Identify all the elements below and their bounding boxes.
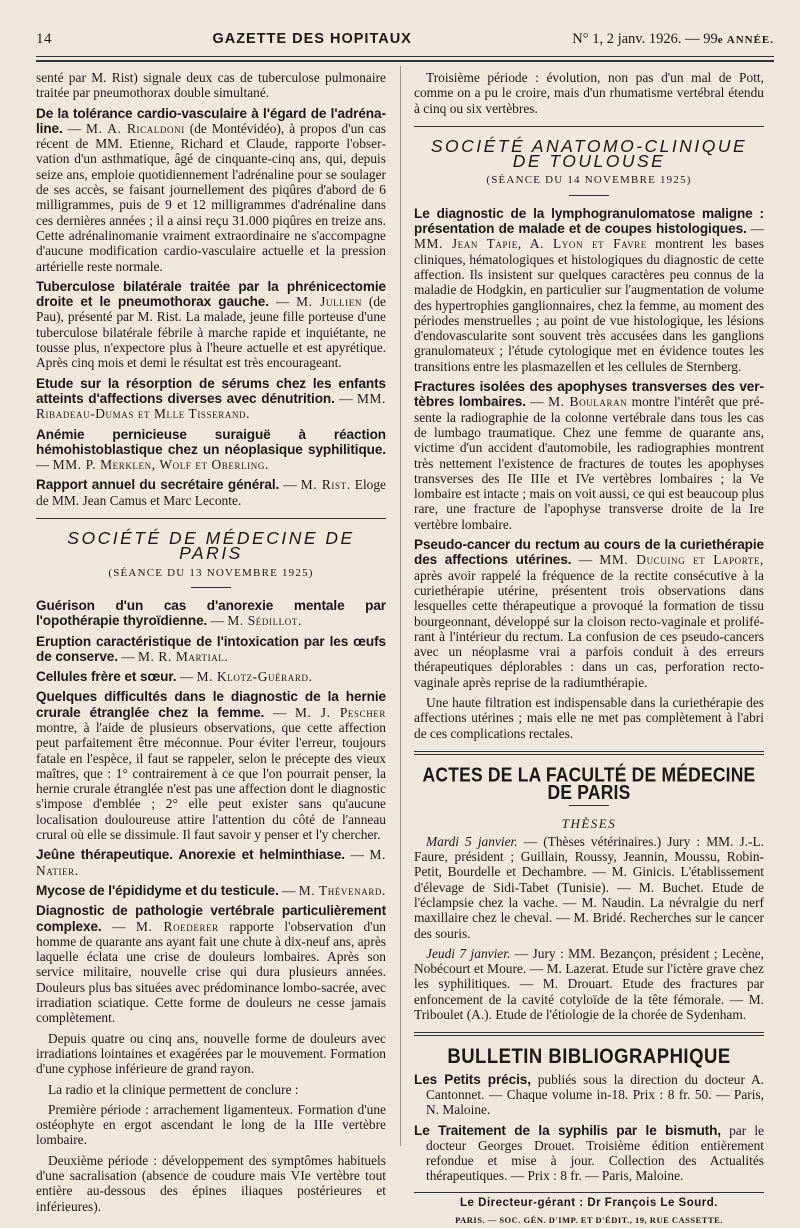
article-title: Quelques difficultés dans le diagnostic de la hernie crurale étranglée chez la femme. (36, 689, 386, 720)
article: Jeûne thérapeutique. Anorexie et helminthiase. — M. Natier. (36, 847, 386, 878)
article-body: montre, à l'aide de plusieurs observations, que cette affection peut parfaitement être méconnue. Pour éviter l'erreur, toujours fatale en l'espèce, il faut se rappeler, selon le précepte des vieux maîtres, que : 1° contrairement à ce que l'on pourrait penser, la hernie crurale étranglée n'est pas une affection dont le diagnostic s'impose d'emblée ; 2° elle peut exister sans qu'aucune localisation douloureuse attire l'attention du côté de l'anneau crural où elle se dissimule. Il faut savoir y penser et l'y chercher. (36, 719, 386, 843)
header-rule-thick (36, 60, 774, 62)
article-title: Etude sur la résorption de sérums chez les enfants atteints d'affections diverses avec dénutrition. (36, 375, 386, 406)
session-date: (SÉANCE DU 13 NOVEMBRE 1925) (108, 566, 314, 579)
journal-title: GAZETTE DES HOPITAUX (212, 31, 412, 47)
thesis-entry (414, 946, 764, 1022)
article: Etude sur la résorption de sérums chez les enfants atteints d'affections diverses avec dénutrition. — MM. Ribadeau-Dumas et Mlle Tisserand. (36, 375, 386, 422)
article: Guérison d'un cas d'anorexie mentale par l'opothérapie thyroïdienne. — M. Sédillot. (36, 597, 386, 629)
article-author: MM. P. Merklen, Wolf et Oberling. (52, 457, 269, 473)
article: Le diagnostic de la lymphogranulomatose maligne : présentation de malade et de coupes histologiques. — MM. Jean Tapie, A. Lyon et Favre montrent les bases cliniques, hématologiques et histologiques du diagnostic de cette affection. Ils insistent sur quelques caractères peu connus de la maladie de Hodgkin, en particulier sur l'augmentation de volume des hypertrophies ganglionnaires, chez la femme, au moment des périodes menstruelles ; au point de vue histologique, les lésions d'endovascularite sont souvent très accusées dans les ganglions granulomateux ; l'étude cytologique met en évidence toutes les transitions entre les plasmazellen et les cellules de Sternberg. (414, 205, 764, 374)
theses-heading: THÈSES (561, 816, 617, 832)
article-title: Anémie pernicieuse suraiguë à réaction hémohistoblastique chez un néoplasique syphilitique. (36, 426, 386, 457)
article-title: Tuberculose bilatérale traitée par la phrénicectomie droite et le pneumothorax gauche. (36, 278, 386, 310)
paragraph: Troisième période : évolution, non pas d'un mal de Pott, comme on a pu le croire, mais d'un rhumatisme vertébral étendu à cinq ou six vertèbres. (414, 70, 764, 116)
page-header (36, 26, 774, 52)
column-separator (400, 66, 401, 1146)
article-author: M. Klotz-Guérard. (196, 669, 313, 685)
faculty-heading: ACTES DE LA FACULTÉ DE MÉDECINE DE PARIS (422, 763, 756, 804)
article: Pseudo-cancer du rectum au cours de la curiethérapie des affections utérines. — MM. Ducuing et Laporte, après avoir rappelé la fréquence de la rectite consécutive à la curiethérapie utérine, présentent trois observations dans lesquelles cette thérapeutique a provoqué la formation de tissu bourgeonnant, développé sur la cloison recto-vaginale et proliférant à l'intérieur du rectum. La confusion de ces pseudo-cancers avec un néoplasme vrai a parfois conduit à des erreurs thérapeutiques déplorables : dans un cas, perforation recto-vaginale après reprise de la radiumthérapie. (414, 537, 764, 690)
short-rule (191, 587, 231, 588)
thesis-date: Jeudi 7 janvier. (426, 945, 511, 961)
article-body: après avoir rappelé la fréquence de la rectite consécutive à la curiethérapie utérine, présentent trois observations dans lesquelles cette thérapeutique a provoqué la formation de tissu bourgeonnant, développé sur la cloison recto-vaginale et proliférant à l'intérieur du rectum. La confusion de ces pseudo-cancers avec un néoplasme vrai a parfois conduit à des erreurs thérapeutiques déplorables : dans un cas, perforation recto-vaginale après reprise de la radiumthérapie. (414, 567, 764, 690)
thesis-entry (414, 834, 764, 941)
bibliography-entry (414, 1072, 764, 1118)
article: Tuberculose bilatérale traitée par la phrénicectomie droite et le pneumothorax gauche. — M. Jullien (de Pau), présenté par M. Rist. La malade, jeune fille porteuse d'une tuberculose bilatérale fébrile à marche rapide et inquiétante, ne tousse plus, n'expectore plus à l'heure actuelle et est apyrétique. Après cinq mois et demi le résultat est très encourageant. (36, 278, 386, 371)
article: Quelques difficultés dans le diagnostic de la hernie crurale étranglée chez la femme. — M. J. Pescher montre, à l'aide de plusieurs observations, que cette affection peut parfaitement être méconnue. Pour éviter l'erreur, toujours fatale en l'espèce, il faut se rappeler, selon le précepte des vieux maîtres, que : 1° contrairement à ce que l'on pourrait penser, la hernie crurale étranglée n'est pas une affection dont le diagnostic s'impose d'emblée ; 2° elle peut exister sans qu'aucune localisation douloureuse attire l'attention du côté de l'anneau crural où elle se dissimule. Il faut savoir y penser et l'y chercher. (36, 689, 386, 843)
article: Diagnostic de pathologie vertébrale particulièrement complexe. — M. Roederer rapporte l'observation d'un homme de quarante ans ayant fait une chute à dix-neuf ans, après laquelle éclata une crise de douleurs lombaires. Après son service militaire, nouvelle crise qui dura plusieurs années. Douleurs plus bas situées avec prédominance lombo-sacrée, avec irradiation sciatique. Cette forme de douleurs ne cesse jamais complètement. (36, 903, 386, 1026)
section-rule (414, 751, 764, 755)
article: Fractures isolées des apophyses transverses des vertèbres lombaires. — M. Boularan montre l'intérêt que présente la radiographie de la colonne vertébrale dans tous les cas de lumbago traumatique. Chez une femme de quarante ans, victime d'un accident d'automobile, les radiographies montrent très nettement l'existence de fractures de toutes les apophyses transverses des IIe IIIe et IVe vertèbres lombaires ; la Ve lombaire est intacte ; mais on voit aussi, ce qui est beaucoup plus rare, une fracture de l'apophyse transverse droite de la Ire vertèbre lombaire. (414, 379, 764, 532)
section-rule (414, 1032, 764, 1036)
article: Anémie pernicieuse suraiguë à réaction hémohistoblastique chez un néoplasique syphilitique. — MM. P. Merklen, Wolf et Oberling. (36, 426, 386, 473)
article: Rapport annuel du secrétaire général. — M. Rist. Eloge de MM. Jean Camus et Marc Leconte. (36, 477, 386, 508)
article: Mycose de l'épididyme et du testicule. — M. Thévenard. (36, 882, 386, 898)
thesis-body: — Jury : MM. Bezançon, président ; Lecène, Nobécourt et Moure. — M. Lazerat. Etude sur l'ictère grave chez les syphilitiques. — M. Drouart. Etude des fractures par enfoncement de la cavité cotyloïde de la tête fémorale. — M. Triboulet (A.). Etude de l'étiologie de la chorée de Sydenham. (414, 945, 764, 1023)
article-author: M. Natier. (36, 847, 386, 878)
page-number: 14 (36, 30, 52, 47)
short-rule (569, 195, 609, 196)
article-title: Mycose de l'épididyme et du testicule. (36, 882, 279, 898)
thesis-date: Mardi 5 janvier. (426, 833, 518, 849)
article-author: MM. Jean Tapie, A. Lyon et Favre (414, 236, 647, 252)
director-credit: Le Directeur-gérant : Dr François Le Sourd. (414, 1192, 764, 1211)
article-author: MM. Ribadeau-Dumas et Mlle Tisserand. (36, 390, 386, 422)
paragraph: Une haute filtration est indispensable dans la curiethérapie des affections utérines ; mais elle ne met pas complètement à l'abri de ces complications rectales. (414, 694, 764, 741)
issue-info: N° 1, 2 janv. 1926. — 99e ANNÉE. (572, 30, 774, 47)
session-date: (SÉANCE DU 14 NOVEMBRE 1925) (486, 174, 692, 187)
book-details: publiés sous la direction du docteur A. Cantonnet. — Chaque volume in-18. Prix : 8 fr. 50. — Paris, N. Maloine. (426, 1071, 764, 1118)
left-column (36, 70, 386, 1219)
book-title: Le Traitement de la syphilis par le bismuth, (414, 1122, 721, 1138)
paragraph: Deuxième période : développement des symptômes habituels d'une sacralisation (absence de coudure mais VIe vertèbre tout entière au-dessous des épines iliaques postérieures et inférieures). (36, 1152, 386, 1214)
right-column (414, 70, 764, 1228)
article-title: Diagnostic de pathologie vertébrale particulièrement complexe. (36, 903, 386, 934)
article-title: Cellules frère et sœur. (36, 669, 177, 685)
article-author: M. Jullien (296, 294, 362, 310)
book-title: Les Petits précis, (414, 1071, 531, 1087)
article-title: Rapport annuel du secrétaire général. (36, 477, 280, 493)
short-rule (569, 805, 609, 806)
article-body: (de Pau), présenté par M. Rist. La malade, jeune fille porteuse d'une tuberculose bilatérale fébrile à marche rapide et inquiétante, ne tousse plus, n'expectore plus à l'heure actuelle et est apyrétique. Après cinq mois et demi le résultat est très encourageant. (36, 294, 386, 371)
bibliography (414, 1072, 764, 1184)
article-author: M. Boularan (548, 394, 628, 410)
article-title: De la tolérance cardio-vasculaire à l'égard de l'adrénaline. (36, 105, 386, 136)
article-body: rapporte l'observation d'un homme de quarante ans ayant fait une chute à dix-neuf ans, après laquelle éclata une crise de douleurs lombaires. Après son service militaire, nouvelle crise qui dura plusieurs années. Douleurs plus bas situées avec prédominance lombo-sacrée, avec irradiation sciatique. Cette forme de douleurs ne cesse jamais complètement. (36, 918, 386, 1026)
article-author: M. Roederer (135, 918, 219, 934)
paragraph: Depuis quatre ou cinq ans, nouvelle forme de douleurs avec irradiations lointaines et exagérées par le mouvement. Formation d'une cyphose inférieure de grand rayon. (36, 1030, 386, 1077)
society-heading: SOCIÉTÉ DE MÉDECINE DE PARIS (67, 528, 355, 564)
paragraph: senté par M. Rist) signale deux cas de tuberculose pulmonaire traitée par pneumothorax double simultané. (36, 70, 386, 101)
article-author: MM. Ducuing et Laporte, (599, 552, 764, 568)
article-author: M. Rist. (300, 477, 351, 493)
article: Cellules frère et sœur. — M. Klotz-Guérard. (36, 669, 313, 685)
book-details: par le docteur Georges Drouet. Troisième édition entièrement refondue et mise à jour. Collection des Actualités thérapeutiques. — Prix : 8 fr. — Paris, Maloine. (426, 1122, 764, 1184)
article-body: montre l'intérêt que présente la radiographie de la colonne vertébrale dans tous les cas de lumbago traumatique. Chez une femme de quarante ans, victime d'un accident d'automobile, les radiographies montrent très nettement l'existence de fractures de toutes les apophyses transverses des IIe IIIe et IVe vertèbres lombaires ; la Ve lombaire est intacte ; mais on voit aussi, ce qui est beaucoup plus rare, une fracture de l'apophyse transverse droite de la Ire vertèbre lombaire. (414, 394, 764, 532)
article-author: M. Thévenard. (298, 882, 386, 898)
paragraph: Première période : arrachement ligamenteux. Formation d'une ostéophyte en ergot ascendant le long de la IIIe vertèbre lombaire. (36, 1101, 386, 1148)
header-rule (36, 56, 774, 57)
article-author: M. A. Ricaldoni (85, 120, 185, 136)
article: Eruption caractéristique de l'intoxication par les œufs de conserve. — M. R. Martial. (36, 633, 386, 664)
article-author: M. Sédillot. (227, 613, 302, 629)
article-body: Eloge de MM. Jean Camus et Marc Leconte. (36, 477, 386, 508)
article-title: Jeûne thérapeutique. Anorexie et helminthiase. (36, 847, 345, 863)
bibliography-entry (414, 1123, 764, 1184)
article: De la tolérance cardio-vasculaire à l'égard de l'adrénaline. — M. A. Ricaldoni (de Montévidéo), à propos d'un cas récent de MM. Etienne, Richard et Claude, rapporte l'observation d'un asthmatique, âgé de cinquante-cinq ans, qui, depuis seize ans, emploie quotidiennement l'adrénaline pour se soulager de ses accès, se faisant journellement des piqûres d'abord de 6 milligrammes, puis de 9 et 12 milligrammes d'adrénaline dans ces dernières années ; il a ainsi reçu 31.000 piqûres en treize ans. Cette adrénalinomanie vraiment extraordinaire ne s'accompagne d'aucune modification cardio-vasculaire actuelle et la pression artérielle reste normale. (36, 105, 386, 274)
article-title: Le diagnostic de la lymphogranulomatose maligne : présentation de malade et de coupes histologiques. (414, 205, 764, 237)
bulletin-heading: BULLETIN BIBLIOGRAPHIQUE (447, 1043, 731, 1068)
section-rule (414, 126, 764, 127)
article-body: montrent les bases cliniques, hématologiques et histologiques du diagnostic de cette affection. Ils insistent sur quelques caractères peu connus de la maladie de Hodgkin, en particulier sur l'augmentation de volume des hypertrophies ganglionnaires, chez la femme, au moment des périodes menstruelles ; au point de vue histologique, les lésions d'endovascularite sont souvent très accusées dans les ganglions granulomateux ; l'étude cytologique met en évidence toutes les transitions entre les plasmazellen et les cellules de Sternberg. (414, 236, 764, 374)
article-author: M. R. Martial. (138, 648, 229, 664)
article-body: (de Montévidéo), à propos d'un cas récent de MM. Etienne, Richard et Claude, rapporte l'observation d'un asthmatique, âgé de cinquante-cinq ans, qui, depuis seize ans, emploie quotidiennement l'adrénaline pour se soulager de ses accès, se faisant journellement des piqûres d'abord de 6 milligrammes, puis de 9 et 12 milligrammes d'adrénaline dans ces dernières années ; il a ainsi reçu 31.000 piqûres en treize ans. Cette adrénalinomanie vraiment extraordinaire ne s'accompagne d'aucune modification cardio-vasculaire actuelle et la pression artérielle reste normale. (36, 120, 386, 274)
article-title: Fractures isolées des apophyses transverses des vertèbres lombaires. (414, 379, 764, 410)
printer-imprint: PARIS. — SOC. GÉN. D'IMP. ET D'ÉDIT., 19, RUE CASSETTE. (455, 1215, 723, 1225)
thesis-body: — (Thèses vétérinaires.) Jury : MM. J.-L. Faure, président ; Guillain, Roussy, Jeannin, Moussu, Robin-Petit, Bourdelle et Dechambre. — M. Ginicis. L'établissement d'élevage de Sidi-Tabet (Tunisie). — M. Buchet. Etude de l'éclampsie chez la vache. — M. Naudin. La névralgie du nerf maxillaire chez le cheval. — M. Bridé. Recherches sur le cancer des souris. (414, 833, 764, 941)
paragraph: La radio et la clinique permettent de conclure : (48, 1081, 299, 1097)
article-title: Guérison d'un cas d'anorexie mentale par l'opothérapie thyroïdienne. (36, 597, 386, 629)
section-rule (36, 518, 386, 519)
article-author: M. J. Pescher (295, 704, 386, 720)
article-title: Eruption caractéristique de l'intoxication par les œufs de conserve. (36, 633, 386, 664)
article-title: Pseudo-cancer du rectum au cours de la curiethérapie des affections utérines. (414, 537, 764, 568)
society-heading: SOCIÉTÉ ANATOMO-CLINIQUE DE TOULOUSE (430, 135, 748, 172)
